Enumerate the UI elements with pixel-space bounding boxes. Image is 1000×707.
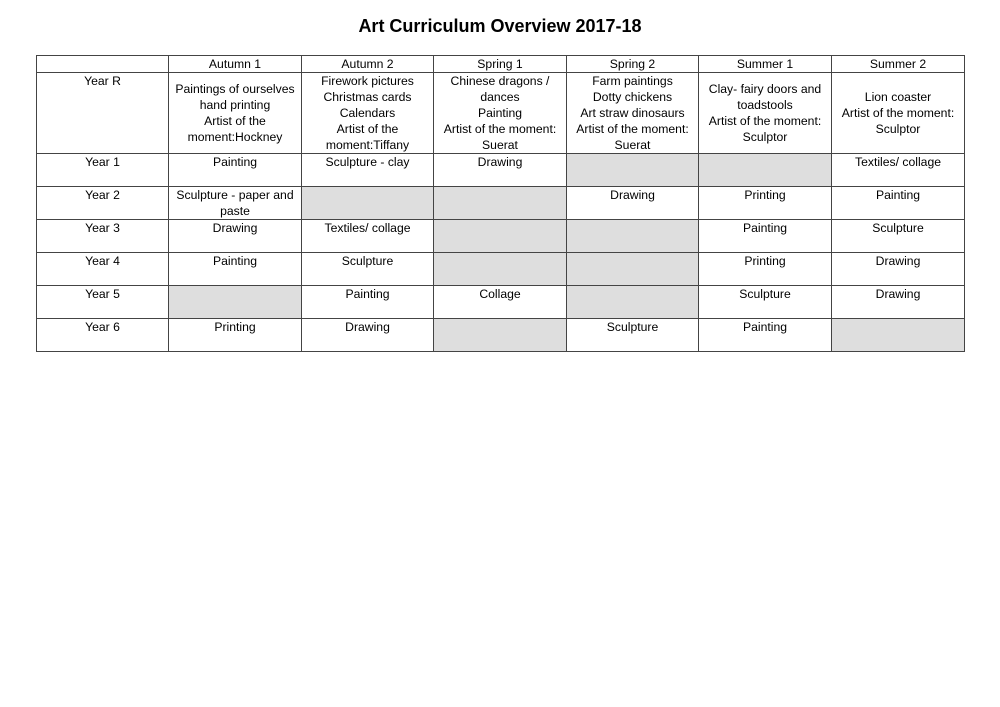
cell-line: moment:Hockney [187, 130, 283, 144]
cell-line: dances [480, 90, 520, 104]
row-label: Year 4 [37, 253, 169, 286]
empty-cell [567, 286, 699, 319]
table-cell: Painting [699, 220, 832, 253]
empty-cell [567, 253, 699, 286]
table-cell: Sculpture [699, 286, 832, 319]
table-row [37, 187, 965, 220]
cell-line: Art straw dinosaurs [580, 106, 685, 120]
cell-line: Artist of the moment: [576, 122, 689, 136]
empty-cell [434, 187, 567, 220]
table-cell: Collage [434, 286, 567, 319]
table-cell: Painting [169, 154, 302, 187]
cell-line: Calendars [339, 106, 396, 120]
cell-line: Artist of the moment: [841, 106, 955, 120]
empty-cell [302, 187, 434, 220]
cell-line: Firework pictures [321, 74, 414, 88]
table-row [37, 154, 965, 187]
table-cell [169, 73, 302, 154]
cell-line: Farm paintings [592, 74, 673, 88]
cell-line: Sculptor [742, 130, 788, 144]
row-label: Year R [37, 73, 169, 154]
table-cell [699, 73, 832, 154]
row-label: Year 2 [37, 187, 169, 220]
cell-line: Chinese dragons / [450, 74, 550, 88]
cell-line: Suerat [482, 138, 518, 152]
cell-line: Christmas cards [323, 90, 412, 104]
table-row [37, 286, 965, 319]
table-row [37, 220, 965, 253]
header-cell-autumn-1: Autumn 1 [169, 56, 302, 73]
table-cell: Sculpture [567, 319, 699, 352]
table-cell: Drawing [832, 286, 965, 319]
cell-line: Artist of the [336, 122, 399, 136]
table-cell: Textiles/ collage [302, 220, 434, 253]
cell-line: Clay- fairy doors and [708, 82, 822, 96]
table-row [37, 319, 965, 352]
table-cell: Painting [832, 187, 965, 220]
table-cell: Painting [169, 253, 302, 286]
page-title: Art Curriculum Overview 2017-18 [358, 16, 642, 36]
empty-cell [434, 220, 567, 253]
empty-cell [699, 154, 832, 187]
cell-line: Artist of the moment: [443, 122, 557, 136]
cell-line: Dotty chickens [592, 90, 673, 104]
empty-cell [169, 286, 302, 319]
table-cell: Sculpture [302, 253, 434, 286]
year-rows [37, 154, 965, 352]
row-label: Year 1 [37, 154, 169, 187]
empty-cell [567, 154, 699, 187]
table-cell: Printing [699, 187, 832, 220]
table-cell [434, 73, 567, 154]
table-cell: Drawing [434, 154, 567, 187]
curriculum-table [36, 55, 965, 352]
header-cell-summer-1: Summer 1 [699, 56, 832, 73]
table-cell: Drawing [302, 319, 434, 352]
cell-line: hand printing [199, 98, 271, 112]
header-cell-spring-1: Spring 1 [434, 56, 567, 73]
cell-line: Painting [477, 106, 523, 120]
table-cell: Printing [169, 319, 302, 352]
table-cell [567, 73, 699, 154]
cell-line: Paintings of ourselves [175, 82, 295, 96]
table-cell: Printing [699, 253, 832, 286]
empty-cell [567, 220, 699, 253]
table-cell: Painting [302, 286, 434, 319]
cell-line: Sculptor [875, 122, 921, 136]
header-cell-autumn-2: Autumn 2 [302, 56, 434, 73]
header-cell-blank [37, 56, 169, 73]
header-cell-summer-2: Summer 2 [832, 56, 965, 73]
cell-line: moment:Tiffany [325, 138, 410, 152]
cell-line: toadstools [737, 98, 793, 112]
table-cell: Drawing [832, 253, 965, 286]
table-row-year-r [37, 73, 965, 154]
header-cell-spring-2: Spring 2 [567, 56, 699, 73]
row-label: Year 5 [37, 286, 169, 319]
cell-line: Artist of the moment: [708, 114, 822, 128]
table-row [37, 253, 965, 286]
table-cell [302, 73, 434, 154]
table-cell: Drawing [169, 220, 302, 253]
row-label: Year 6 [37, 319, 169, 352]
cell-line: Suerat [614, 138, 651, 152]
table-cell: Painting [699, 319, 832, 352]
table-cell: Textiles/ collage [832, 154, 965, 187]
cell-line: Artist of the [204, 114, 266, 128]
table-cell: Drawing [567, 187, 699, 220]
row-label: Year 3 [37, 220, 169, 253]
header-row [37, 56, 965, 73]
empty-cell [434, 319, 567, 352]
table-cell: Sculpture - clay [302, 154, 434, 187]
table-cell: Sculpture [832, 220, 965, 253]
table-cell: Sculpture - paper and paste [169, 187, 302, 220]
empty-cell [832, 319, 965, 352]
table-cell [832, 73, 965, 154]
empty-cell [434, 253, 567, 286]
cell-line: Lion coaster [864, 90, 932, 104]
